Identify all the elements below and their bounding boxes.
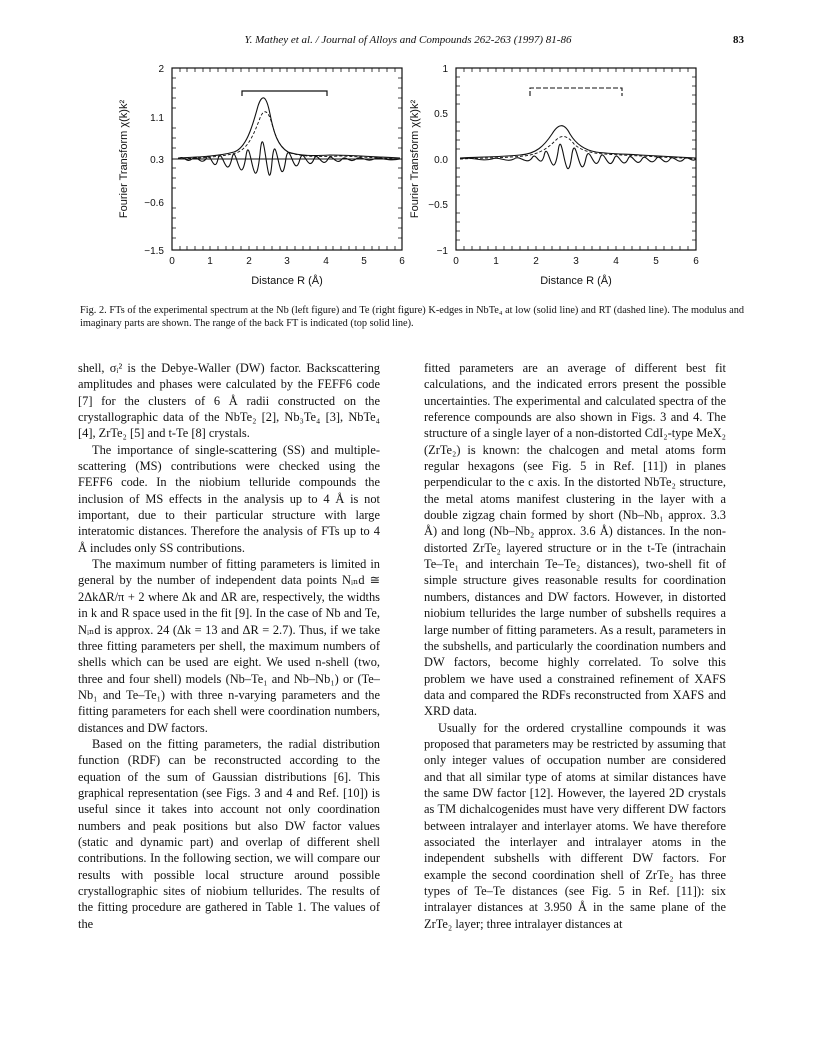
right-ytick-2: 0.5 (434, 109, 448, 120)
left-range-bracket (242, 91, 327, 96)
right-xlabel: Distance R (Å) (540, 275, 612, 287)
left-xtick-4: 4 (323, 256, 329, 267)
left-ytick-4: −0.6 (144, 198, 164, 209)
caption-text: FTs of the experimental spectrum at the Nb (left figure) and Te (right figure) K-edges in NbTe₄ at low (solid line) and RT (dashed line). The modulus and imaginary parts are shown. The range of the back FT is indicated (top solid line). (80, 305, 744, 329)
page-number: 83 (733, 34, 744, 46)
right-ytick-5: −1 (436, 246, 448, 257)
figure-2-plots (100, 58, 720, 298)
right-ytick-1: 1 (442, 64, 448, 75)
paragraph: The maximum number of fitting parameters is limited in general by the number of independent data points Nᵢₙd ≅ 2ΔkΔR/π + 2 where Δk and ΔR are, respectively, the widths in k and R space used in the fit [9]. In the case of Nb and Te, Nᵢₙd is approx. 24 (Δk = 13 and ΔR = 2.7). Thus, if we take three fitting parameters per shell, the maximum numbers of shells which can be used are eight. We used n-shell (two, three and four shell) models (Nb–Te₁ and Nb–Nb₁) or (Te–Nb₁ and Te–Te₁) with three n-varying parameters and the fitting parameters for each shell were coordination numbers, distances and DW factors. (78, 557, 380, 735)
left-ytick-1: 2 (158, 64, 164, 75)
left-xtick-2: 2 (246, 256, 252, 267)
paragraph: shell, σᵢ² is the Debye-Waller (DW) factor. Backscattering amplitudes and phases were calculated by the FEFF6 code [7] for the clusters of 6 Å radii constructed on the crystallographic data of the NbTe₂ [2], Nb₃Te₄ [3], NbTe₄ [4], ZrTe₂ [5] and t-Te [8] crystals. (78, 361, 380, 441)
paragraph: The importance of single-scattering (SS) and multiple-scattering (MS) contributions were checked using the FEFF6 code. In the niobium telluride compounds the inclusion of MS effects in the analysis up to 4 Å is not important, due to their particular structure with large interatomic distances. Therefore the analysis of FTs up to 4 Å includes only SS contributions. (78, 442, 380, 555)
left-ylabel: Fourier Transform χ(k)k² (118, 99, 130, 219)
left-ytick-5: −1.5 (144, 246, 164, 257)
right-modulus-curve (460, 126, 696, 158)
right-text-column (424, 360, 726, 932)
left-imaginary-curve (178, 142, 400, 175)
caption-label: Fig. 2. (80, 305, 107, 316)
right-xtick-4: 4 (613, 256, 619, 267)
left-xtick-1: 1 (207, 256, 213, 267)
running-header (0, 34, 816, 50)
paragraph: Usually for the ordered crystalline compounds it was proposed that parameters may be restricted by assuming that only integer values of occupation number are considered and that all similar type of atoms at similar distances have the same DW factor [12]. However, the layered 2D crystals as TM dichalcogenides must have very different DW factors between intralayer and interlayer atoms. We have therefore associated the interlayer and intralayer atoms in the independent subshells with different DW factors. For example the second coordination shell of ZrTe₂ has three types of Te–Te distances (see Fig. 5 in Ref. [11]): six intralayer distances at 3.950 Å in the same plane of the ZrTe₂ layer; three intralayer distances at (424, 720, 726, 931)
left-xtick-6: 6 (399, 256, 405, 267)
right-range-bracket (530, 88, 622, 96)
left-xtick-3: 3 (284, 256, 290, 267)
right-xtick-5: 5 (653, 256, 659, 267)
left-xtick-0: 0 (169, 256, 175, 267)
left-xtick-5: 5 (361, 256, 367, 267)
right-xtick-1: 1 (493, 256, 499, 267)
right-ytick-3: 0.0 (434, 155, 448, 166)
left-text-column (78, 360, 380, 932)
left-modulus-curve (178, 98, 400, 158)
right-xtick-3: 3 (573, 256, 579, 267)
journal-citation: Y. Mathey et al. / Journal of Alloys and Compounds 262-263 (1997) 81-86 (244, 34, 572, 46)
right-xtick-0: 0 (453, 256, 459, 267)
figure-2 (100, 58, 720, 298)
left-ytick-2: 1.1 (150, 113, 164, 124)
right-xtick-6: 6 (693, 256, 699, 267)
right-ytick-4: −0.5 (428, 200, 448, 211)
right-panel (409, 64, 699, 287)
figure-caption (80, 304, 744, 330)
paragraph: fitted parameters are an average of different best fit calculations, and the indicated errors present the possible uncertainties. The experimental and calculated spectra of the reference compounds are also shown in Figs. 3 and 4. The structure of a single layer of a non-distorted CdI₂-type MeX₂ (ZrTe₂) is known: the chalcogen and metal atoms form regular hexagons (see Fig. 5 in Ref. [11]) in planes perpendicular to the c axis. In the distorted NbTe₂ structure, the metal atoms manifest clustering in the layer with a double zigzag chain formed by short (Nb–Nb₁ approx. 3.3 Å) and long (Nb–Nb₂ approx. 3.6 Å) distances. In the non-distorted ZrTe₂ layered structure or in the t-Te (intrachain Te–Te₁ and interchain Te–Te₂ distances), two-shell fit of simple structure gives reasonable results for coordination numbers, distances and DW factors. However, in distorted niobium tellurides the large number of subshells requires a large number of fitting parameters. As a result, parameters in the subshells, and particularly the coordination numbers and DW factors, become highly correlated. To solve this problem we have used a constrained refinement of XAFS data and compared the RDFs reconstructed from XAFS and XRD data. (424, 361, 726, 719)
left-ytick-3: 0.3 (150, 155, 164, 166)
left-xlabel: Distance R (Å) (251, 275, 323, 287)
right-xtick-2: 2 (533, 256, 539, 267)
right-ylabel: Fourier Transform χ(k)k² (409, 99, 421, 219)
left-panel (118, 64, 405, 287)
paragraph: Based on the fitting parameters, the radial distribution function (RDF) can be reconstructed according to the equation of the sum of Gaussian distributions [6]. This graphical representation (see Figs. 3 and 4 and Ref. [10]) is useful since it takes into account not only coordination numbers and peak positions but also DW factor values (static and dynamic part) and overlap of different shell contributions. In the following section, we will compare our results with possible local structure around possible crystallographic sites of niobium tellurides. The results of the fitting procedure are gathered in Table 1. The values of the (78, 736, 380, 931)
